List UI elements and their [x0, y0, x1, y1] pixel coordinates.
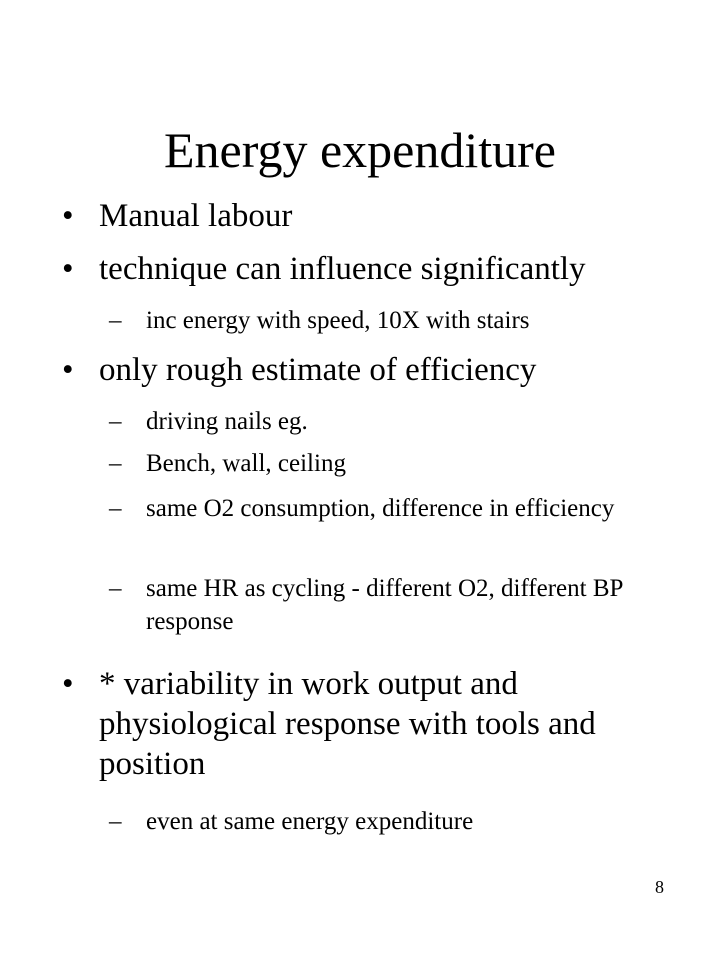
sub-bullet-item: [109, 572, 669, 638]
bullet-item: [62, 664, 702, 784]
dash-marker: –: [109, 575, 122, 602]
slide-title: Energy expenditure: [164, 122, 556, 178]
bullet-item: [62, 249, 702, 289]
bullet-text: technique can influence significantly: [99, 251, 586, 287]
sub-bullet-text: same O2 consumption, difference in efficiency: [146, 495, 615, 522]
sub-bullet-text: Bench, wall, ceiling: [146, 450, 346, 477]
bullet-text: only rough estimate of efficiency: [99, 352, 537, 388]
dash-marker: –: [109, 408, 122, 435]
sub-bullet-item: [109, 492, 669, 525]
sub-bullet-text: even at same energy expenditure: [146, 808, 474, 835]
sub-bullet-text: inc energy with speed, 10X with stairs: [146, 307, 530, 334]
dash-marker: –: [109, 808, 122, 835]
page-number: 8: [655, 877, 664, 897]
sub-bullet-item: [109, 405, 669, 438]
bullet-marker: •: [62, 352, 74, 388]
sub-bullet-text: same HR as cycling - different O2, different BP response: [146, 575, 623, 635]
bullet-marker: •: [62, 198, 74, 234]
sub-bullet-item: [109, 805, 669, 838]
bullet-text: * variability in work output and physiological response with tools and position: [99, 666, 596, 782]
sub-bullet-text: driving nails eg.: [146, 408, 308, 435]
dash-marker: –: [109, 307, 122, 334]
bullet-marker: •: [62, 251, 74, 287]
bullet-item: [62, 350, 702, 390]
bullet-item: [62, 196, 702, 236]
sub-bullet-item: [109, 447, 669, 480]
dash-marker: –: [109, 495, 122, 522]
sub-bullet-item: [109, 304, 669, 337]
bullet-text: Manual labour: [99, 198, 293, 234]
bullet-marker: •: [62, 666, 74, 702]
dash-marker: –: [109, 450, 122, 477]
